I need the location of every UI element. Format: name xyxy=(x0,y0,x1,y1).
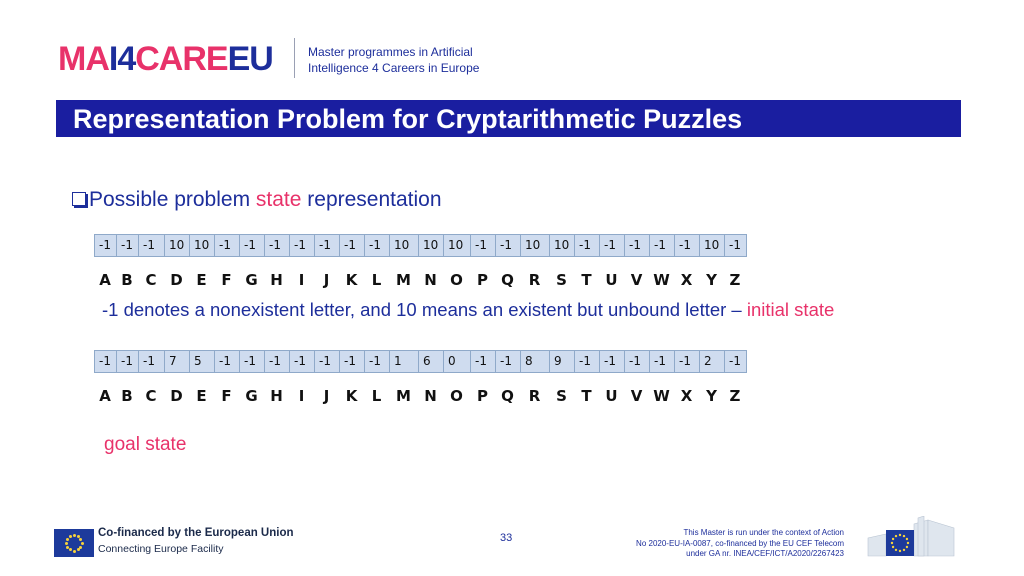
cofinanced-text: Co-financed by the European Union xyxy=(98,527,294,539)
goal-state-cell: -1 xyxy=(95,351,117,373)
letter-label: E xyxy=(196,387,207,405)
goal-state-cell: 6 xyxy=(419,351,444,373)
letter-label: R xyxy=(528,387,541,405)
initial-state-cell: -1 xyxy=(265,235,290,257)
flag-star xyxy=(77,548,80,551)
letter-label: B xyxy=(121,387,133,405)
goal-state-cell: 1 xyxy=(390,351,419,373)
letter-label: U xyxy=(605,387,618,405)
tagline-line-1: Master programmes in Artificial xyxy=(308,45,473,59)
tagline-line-2: Intelligence 4 Careers in Europe xyxy=(308,61,480,75)
letter-label: S xyxy=(556,271,567,289)
letter-label: Q xyxy=(501,271,514,289)
goal-state-cell: -1 xyxy=(265,351,290,373)
initial-state-cell: 10 xyxy=(419,235,444,257)
goal-state-cell: -1 xyxy=(675,351,700,373)
logo-star xyxy=(906,538,908,540)
goal-state-cell: -1 xyxy=(650,351,675,373)
flag-star xyxy=(79,546,82,549)
letter-label: C xyxy=(145,387,157,405)
letter-label: T xyxy=(581,387,592,405)
letter-label: Z xyxy=(729,387,741,405)
goal-state-cell: -1 xyxy=(575,351,600,373)
letter-label: V xyxy=(630,271,643,289)
goal-state-cell: -1 xyxy=(600,351,625,373)
letter-label: M xyxy=(396,387,411,405)
letter-label: G xyxy=(245,271,258,289)
letter-label: K xyxy=(345,271,358,289)
logo-part-4: EU xyxy=(227,40,273,78)
letter-label: A xyxy=(99,387,111,405)
logo-part-1: MA xyxy=(58,40,109,78)
letter-label: I xyxy=(298,387,305,405)
logo-star xyxy=(899,550,901,552)
letter-label: C xyxy=(145,271,157,289)
brand-logo xyxy=(58,42,273,76)
initial-state-table xyxy=(94,234,747,257)
flag-star xyxy=(69,535,72,538)
goal-state-cell: -1 xyxy=(315,351,340,373)
footer-note-line-1: This Master is run under the context of Action xyxy=(683,528,844,537)
letters-row-goal xyxy=(94,387,746,405)
logo-star xyxy=(895,549,897,551)
letter-label: Y xyxy=(706,271,717,289)
footer-note-line-2: No 2020-EU-IA-0087, co-financed by the EU CEF Telecom xyxy=(636,538,844,548)
letter-label: A xyxy=(99,271,111,289)
letter-label: L xyxy=(371,271,382,289)
letter-label: O xyxy=(450,387,463,405)
initial-state-cell: -1 xyxy=(139,235,165,257)
letter-label: G xyxy=(245,387,258,405)
initial-state-cell: 10 xyxy=(390,235,419,257)
goal-state-cell: -1 xyxy=(139,351,165,373)
logo-part-3: CARE xyxy=(135,40,228,78)
letter-label: X xyxy=(680,387,693,405)
bullet-prefix: Possible problem xyxy=(89,188,256,211)
initial-state-cell: -1 xyxy=(675,235,700,257)
goal-state-cell: -1 xyxy=(365,351,390,373)
checkbox-bullet-icon xyxy=(72,192,86,206)
letter-label: R xyxy=(528,271,541,289)
goal-state-cell: -1 xyxy=(117,351,139,373)
goal-state-cell: 0 xyxy=(444,351,471,373)
letter-label: P xyxy=(477,387,488,405)
initial-state-cell: -1 xyxy=(240,235,265,257)
letter-label: Z xyxy=(729,271,741,289)
goal-state-cell: 7 xyxy=(165,351,190,373)
letter-label: W xyxy=(653,387,670,405)
logo-star xyxy=(899,534,901,536)
bullet-suffix: representation xyxy=(301,188,442,211)
title-bar xyxy=(56,100,961,137)
initial-state-cell: 10 xyxy=(700,235,725,257)
letter-label: X xyxy=(680,271,693,289)
footer-note-line-3: under GA nr. INEA/CEF/ICT/A2020/2267423 xyxy=(686,549,844,558)
logo-star xyxy=(903,549,905,551)
letter-label: H xyxy=(270,387,283,405)
letter-label: P xyxy=(477,271,488,289)
initial-state-cell: -1 xyxy=(650,235,675,257)
initial-state-cell: 10 xyxy=(165,235,190,257)
letter-label: J xyxy=(323,387,330,405)
goal-state-cell: -1 xyxy=(496,351,521,373)
initial-state-cell: 10 xyxy=(190,235,215,257)
letter-label: Q xyxy=(501,387,514,405)
letter-label: E xyxy=(196,271,207,289)
letter-label: H xyxy=(270,271,283,289)
state-note xyxy=(102,299,834,321)
letter-label: Y xyxy=(706,387,717,405)
logo-divider xyxy=(294,38,295,78)
initial-state-cell: 10 xyxy=(444,235,471,257)
initial-state-cell: -1 xyxy=(725,235,747,257)
initial-state-cell: -1 xyxy=(575,235,600,257)
logo-star xyxy=(895,535,897,537)
goal-state-table xyxy=(94,350,747,373)
flag-star xyxy=(73,550,76,553)
goal-state-cell: -1 xyxy=(471,351,496,373)
letter-label: I xyxy=(298,271,305,289)
letter-label: D xyxy=(170,387,183,405)
letter-label: O xyxy=(450,271,463,289)
initial-state-cell: -1 xyxy=(496,235,521,257)
goal-state-cell: 8 xyxy=(521,351,550,373)
note-highlight: initial state xyxy=(746,299,835,320)
slide-title: Representation Problem for Cryptarithmetic Puzzles xyxy=(73,104,743,134)
letter-label: N xyxy=(424,387,437,405)
letter-label: J xyxy=(323,271,330,289)
page-number: 33 xyxy=(500,532,513,544)
logo-part-2: I4 xyxy=(108,40,136,78)
letter-label: M xyxy=(396,271,411,289)
initial-state-cell: 10 xyxy=(521,235,550,257)
letter-label: T xyxy=(581,271,592,289)
bullet-highlight: state xyxy=(255,188,302,211)
logo-star xyxy=(907,542,909,544)
letter-label: K xyxy=(345,387,358,405)
letter-label: N xyxy=(424,271,437,289)
initial-state-cell: -1 xyxy=(600,235,625,257)
flag-star xyxy=(65,542,68,545)
logo-star xyxy=(906,546,908,548)
initial-state-cell: -1 xyxy=(215,235,240,257)
logo-star xyxy=(892,546,894,548)
logo-star xyxy=(903,535,905,537)
initial-state-cell: -1 xyxy=(117,235,139,257)
initial-state-cell: 10 xyxy=(550,235,575,257)
letter-label: B xyxy=(121,271,133,289)
goal-state-cell: -1 xyxy=(725,351,747,373)
letter-label: F xyxy=(221,387,232,405)
goal-state-cell: -1 xyxy=(340,351,365,373)
goal-state-cell: 2 xyxy=(700,351,725,373)
logo-star xyxy=(891,542,893,544)
letter-label: L xyxy=(371,387,382,405)
logo-star xyxy=(892,538,894,540)
goal-label: goal state xyxy=(104,434,187,455)
flag-star xyxy=(69,548,72,551)
eu-flag-icon xyxy=(54,529,94,557)
flag-star xyxy=(66,538,69,541)
footer-note xyxy=(636,528,844,560)
goal-state-cell: -1 xyxy=(240,351,265,373)
initial-state-cell: -1 xyxy=(315,235,340,257)
flag-star xyxy=(66,546,69,549)
facility-text: Connecting Europe Facility xyxy=(98,543,224,555)
goal-state-cell: -1 xyxy=(290,351,315,373)
letters-row-initial xyxy=(94,271,746,289)
initial-state-cell: -1 xyxy=(340,235,365,257)
flag-star xyxy=(79,538,82,541)
note-text: -1 denotes a nonexistent letter, and 10 means an existent but unbound letter – xyxy=(102,299,747,320)
letter-label: W xyxy=(653,271,670,289)
tagline xyxy=(308,44,479,76)
initial-state-cell: -1 xyxy=(290,235,315,257)
initial-state-cell: -1 xyxy=(471,235,496,257)
goal-state-cell: -1 xyxy=(625,351,650,373)
letter-label: S xyxy=(556,387,567,405)
goal-state-cell: 9 xyxy=(550,351,575,373)
letter-label: F xyxy=(221,271,232,289)
flag-star xyxy=(81,542,84,545)
bullet-line xyxy=(72,187,442,213)
initial-state-cell: -1 xyxy=(95,235,117,257)
flag-star xyxy=(73,534,76,537)
letter-label: V xyxy=(630,387,643,405)
initial-state-cell: -1 xyxy=(365,235,390,257)
goal-state-cell: -1 xyxy=(215,351,240,373)
letter-label: U xyxy=(605,271,618,289)
letter-label: D xyxy=(170,271,183,289)
european-commission-logo-icon xyxy=(866,516,956,558)
goal-state-cell: 5 xyxy=(190,351,215,373)
initial-state-cell: -1 xyxy=(625,235,650,257)
